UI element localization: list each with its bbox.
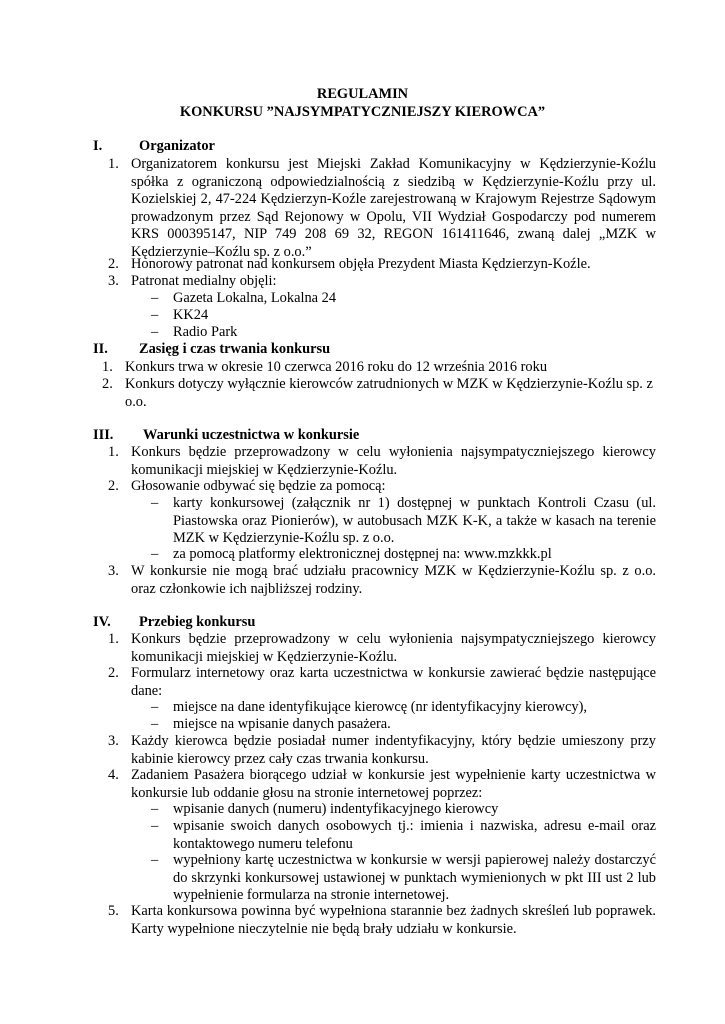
sub-item-text: KK24 (173, 307, 209, 323)
section-heading-zasieg (93, 341, 330, 359)
item-number: 2. (108, 665, 119, 681)
item-number: 1. (108, 444, 119, 460)
item-text: Konkurs będzie przeprowadzony w celu wyłonienia najsympatyczniejszego kierowcy komunikacji miejskiej w Kędzierzynie-Koźlu. (131, 444, 656, 478)
item-number: 1. (108, 631, 119, 647)
list-item (108, 631, 656, 666)
item-text: Honorowy patronat nad konkursem objęła Prezydent Miasta Kędzierzyn-Koźle. (131, 256, 591, 272)
dash-bullet: – (151, 495, 159, 511)
section-title: Zasięg i czas trwania konkursu (139, 341, 331, 357)
item-number: 2. (108, 478, 119, 494)
item-text: Każdy kierowca będzie posiadał numer indentyfikacyjny, który będzie umieszony przy kabinie kierowcy przez cały czas trwania konkursu. (131, 733, 656, 767)
sub-item (151, 307, 656, 325)
section-title: Przebieg konkursu (139, 614, 256, 630)
section-title: Warunki uczestnictwa w konkursie (143, 427, 360, 443)
item-text: Konkurs będzie przeprowadzony w celu wyłonienia najsympatyczniejszego kierowcy komunikacji miejskiej w Kędzierzynie-Koźlu. (131, 631, 656, 665)
sub-item (151, 495, 656, 548)
sub-item (151, 801, 656, 819)
document-subtitle: KONKURSU ”NAJSYMPATYCZNIEJSZY KIEROWCA” (179, 104, 546, 120)
sub-item-text: Radio Park (173, 324, 238, 340)
item-number: 1. (102, 359, 113, 375)
item-text: Patronat medialny objęli: (131, 273, 277, 289)
sub-item (151, 699, 656, 717)
sub-item (151, 818, 656, 853)
dash-bullet: – (151, 852, 159, 868)
sub-item (151, 716, 656, 734)
list-item (108, 903, 656, 938)
sub-item-text: wpisanie swoich danych osobowych tj.: imienia i nazwiska, adresu e-mail oraz kontaktowego numeru telefonu (173, 818, 656, 852)
dash-bullet: – (151, 716, 159, 732)
item-number: 4. (108, 767, 119, 783)
list-item (102, 359, 656, 377)
section-number: IV. (93, 614, 111, 630)
item-number: 3. (108, 273, 119, 289)
dash-bullet: – (151, 801, 159, 817)
dash-bullet: – (151, 818, 159, 834)
list-item (108, 665, 656, 700)
item-text: W konkursie nie mogą brać udziału pracownicy MZK w Kędzierzynie-Koźlu sp. z o.o. oraz członkowie ich najbliższej rodziny. (131, 563, 656, 597)
item-text: Zadaniem Pasażera biorącego udział w konkursie jest wypełnienie karty uczestnictwa w konkursie lub oddanie głosu na stronie internetowej poprzez: (131, 767, 656, 801)
sub-item-text: wpisanie danych (numeru) indentyfikacyjnego kierowcy (173, 801, 499, 817)
sub-item-text: miejsce na dane identyfikujące kierowcę (nr identyfikacyjny kierowcy), (173, 699, 587, 715)
list-item (108, 444, 656, 479)
item-number: 5. (108, 903, 119, 919)
sub-item (151, 290, 656, 308)
sub-item (151, 546, 656, 564)
section-number: II. (93, 341, 108, 357)
document-title: REGULAMIN (316, 86, 409, 102)
sub-item-text: miejsce na wpisanie danych pasażera. (173, 716, 391, 732)
dash-bullet: – (151, 699, 159, 715)
dash-bullet: – (151, 290, 159, 306)
sub-item-text: Gazeta Lokalna, Lokalna 24 (173, 290, 337, 306)
list-item (108, 563, 656, 598)
dash-bullet: – (151, 546, 159, 562)
section-heading-przebieg (93, 614, 255, 632)
section-number: I. (93, 138, 103, 154)
item-text: Głosowanie odbywać się będzie za pomocą: (131, 478, 386, 494)
section-title: Organizator (139, 138, 215, 154)
item-text: Konkurs trwa w okresie 10 czerwca 2016 roku do 12 września 2016 roku (125, 359, 548, 375)
item-number: 3. (108, 563, 119, 579)
list-item (108, 156, 656, 262)
sub-item (151, 324, 656, 342)
item-text: Karta konkursowa powinna być wypełniona starannie bez żadnych skreśleń lub poprawek. Karty wypełnione nieczytelnie nie będą brały udziału w konkursie. (131, 903, 656, 937)
section-heading-warunki (93, 427, 359, 445)
item-text: Formularz internetowy oraz karta uczestnictwa w konkursie zawierać będzie następujące dane: (131, 665, 656, 699)
sub-item (151, 852, 656, 905)
item-text: Konkurs dotyczy wyłącznie kierowców zatrudnionych w MZK w Kędzierzynie-Koźlu sp. z o.o. (125, 376, 653, 410)
sub-item-text: wypełniony kartę uczestnictwa w konkursie w wersji papierowej należy dostarczyć do skrzynki konkursowej ustawionej w punktach wymienionych w pkt III ust 2 lub wypełnienie formularza na stronie internetowej. (173, 852, 656, 904)
item-text: Organizatorem konkursu jest Miejski Zakład Komunikacyjny w Kędzierzynie-Koźlu spółka z ograniczoną odpowiedzialnością z siedzibą w Kędzierzynie-Koźlu przy ul. Kozielskiej 2, 47-224 Kędzierzyn-Koźle zarejestrowaną w Krajowym Rejestrze Sądowym prowadzonym przez Sąd Rejonowy w Opolu, VII Wydział Gospodarczy pod numerem KRS 000395147, NIP 749 208 69 32, REGON 161411646, zwaną dalej „MZK w Kędzierzynie–Koźlu sp. z o.o.” (131, 156, 656, 260)
sub-item-text: za pomocą platformy elektronicznej dostępnej na: www.mzkkk.pl (173, 546, 552, 562)
dash-bullet: – (151, 324, 159, 340)
list-item (108, 767, 656, 802)
item-number: 3. (108, 733, 119, 749)
list-item (108, 256, 656, 274)
section-number: III. (93, 427, 114, 443)
dash-bullet: – (151, 307, 159, 323)
list-item (108, 733, 656, 768)
section-heading-organizator (93, 138, 215, 156)
list-item (108, 273, 656, 291)
list-item (108, 478, 656, 496)
list-item (102, 376, 656, 411)
item-number: 2. (108, 256, 119, 272)
item-number: 2. (102, 376, 113, 392)
sub-item-text: karty konkursowej (załącznik nr 1) dostępnej w punktach Kontroli Czasu (ul. Piastowska oraz Pionierów), w autobusach MZK K-K, a także w kasach na terenie MZK w Kędzierzynie-Koźlu sp. z o.o. (173, 495, 656, 547)
item-number: 1. (108, 156, 119, 172)
